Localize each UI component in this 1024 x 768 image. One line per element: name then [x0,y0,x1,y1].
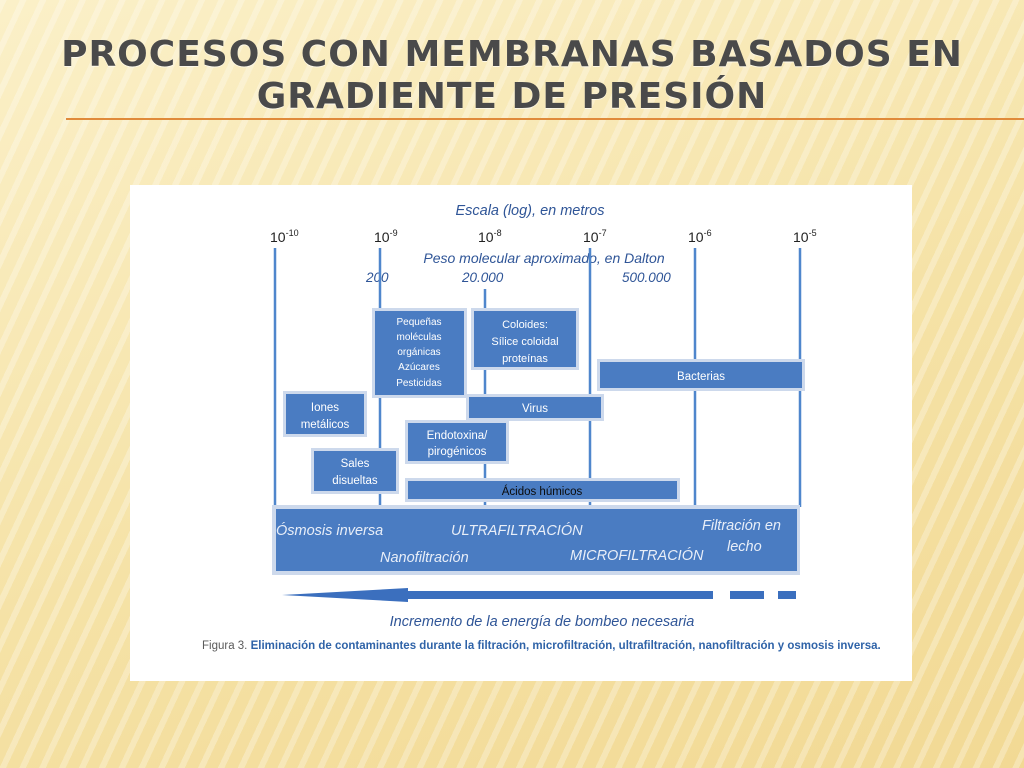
mw-value: 500.000 [622,270,671,285]
box-label: Coloides: [502,319,548,331]
tick-label: $10^{-7}$ [583,228,607,245]
box-label: proteínas [502,353,548,365]
box-label: Azúcares [398,362,440,373]
figure-caption [202,638,892,655]
tick-label: $10^{-8}$ [478,228,502,245]
box-label: Virus [522,403,548,415]
tick-label: $10^{-6}$ [688,228,712,245]
title-divider [66,118,1024,120]
process-microfiltration: MICROFILTRACIÓN [570,548,704,564]
mw-value: 200 [366,270,389,285]
mw-value: 20.000 [462,270,504,285]
process-osmosis: Ósmosis inversa [276,523,384,539]
box-label: metálicos [300,419,350,431]
box-label: orgánicas [397,347,441,358]
box-label: pirogénicos [427,446,487,458]
membrane-diagram [130,185,912,681]
box-label: Sílice coloidal [491,336,559,348]
process-bed-filtration-2: lecho [727,539,762,555]
caption-label: Figura 3. [202,640,248,652]
caption-text: Eliminación de contaminantes durante la filtración, microfiltración, ultrafiltración, nanofiltración y osmosis inversa. [250,640,881,652]
box-label: Pesticidas [396,378,442,389]
box-label: Ácidos húmicos [501,486,583,498]
energy-label: Incremento de la energía de bombeo necesaria [389,614,695,630]
box-label: moléculas [396,332,442,343]
slide-title-line-2: GRADIENTE DE PRESIÓN [256,76,768,117]
slide-title-line-1: PROCESOS CON MEMBRANAS BASADOS EN [61,34,963,75]
process-ultrafiltration: ULTRAFILTRACIÓN [451,523,583,539]
box-label: Iones [310,402,340,414]
energy-arrow-dash [730,591,764,599]
box-label: Bacterias [677,371,725,383]
box-label: Endotoxina/ [426,430,488,442]
tick-label: $10^{-9}$ [374,228,398,245]
box-label: Sales [340,458,370,470]
energy-arrow-dash [778,591,796,599]
scale-label: Escala (log), en metros [455,203,605,219]
process-nanofiltration: Nanofiltración [380,550,469,566]
energy-arrow-icon [282,588,713,602]
process-bed-filtration-1: Filtración en [702,518,781,534]
slide-title [60,34,964,118]
box-label: Pequeñas [396,317,442,328]
box-label: disueltas [332,475,378,487]
tick-label: $10^{-10}$ [270,228,299,245]
figure-panel [130,185,912,681]
tick-label: $10^{-5}$ [793,228,817,245]
mw-label: Peso molecular aproximado, en Dalton [423,250,665,266]
